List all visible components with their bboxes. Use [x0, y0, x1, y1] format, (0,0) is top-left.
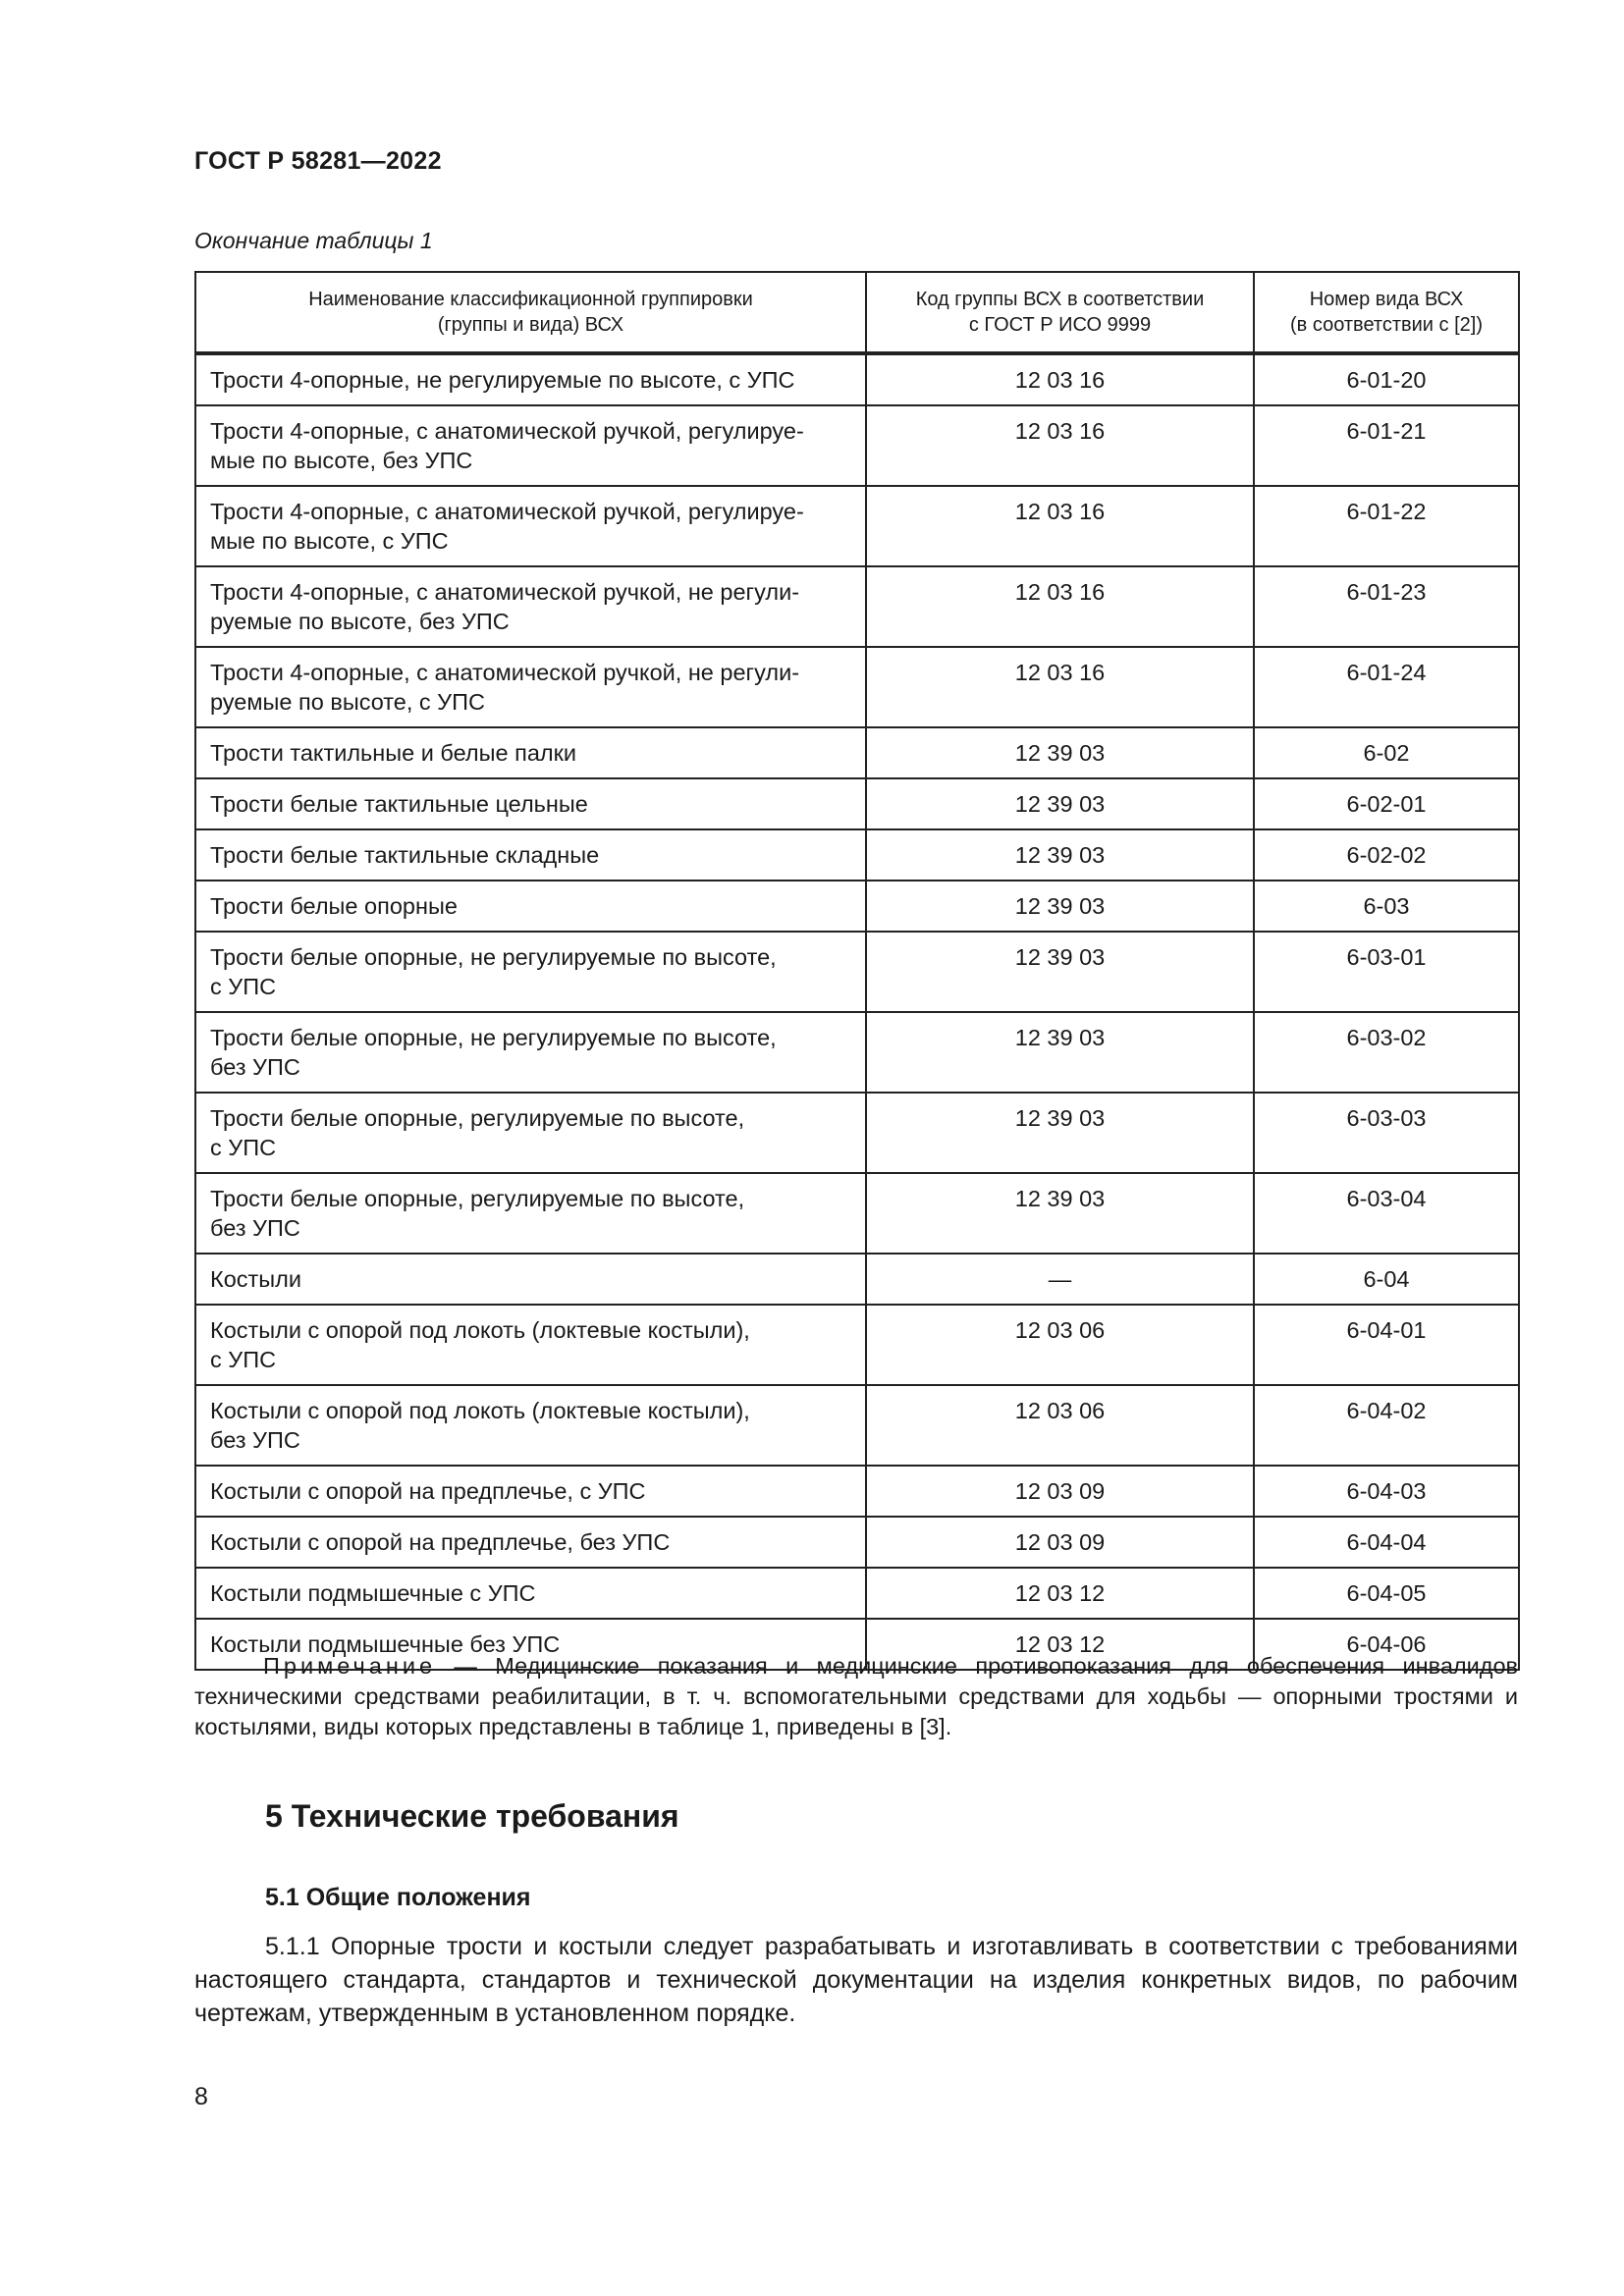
table-row	[195, 1385, 1519, 1466]
row-name-line2: с УПС	[210, 1347, 277, 1372]
column-header-name-line1: Наименование классификационной группировки	[308, 289, 753, 310]
row-kind-cell: 6-03	[1254, 881, 1519, 932]
row-name-line1: Трости белые тактильные складные	[210, 842, 600, 868]
row-name-cell	[195, 405, 866, 486]
table-row	[195, 1012, 1519, 1093]
row-kind-cell: 6-04-05	[1254, 1568, 1519, 1619]
table-row	[195, 727, 1519, 778]
row-name-line1: Костыли	[210, 1266, 302, 1292]
row-name-line1: Трости 4-опорные, с анатомической ручкой, регулируе-	[210, 418, 804, 444]
row-kind-cell: 6-04-06	[1254, 1619, 1519, 1670]
row-name-line1: Трости 4-опорные, не регулируемые по высоте, с УПС	[210, 367, 795, 393]
row-code-cell: 12 03 16	[866, 405, 1254, 486]
row-kind-cell: 6-01-23	[1254, 566, 1519, 647]
row-code-cell: 12 03 16	[866, 647, 1254, 727]
column-header-code-line1: Код группы ВСХ в соответствии	[915, 289, 1205, 310]
section-title: 5 Технические требования	[265, 1798, 679, 1834]
table-caption: Окончание таблицы 1	[194, 228, 433, 253]
row-code-cell: 12 03 16	[866, 486, 1254, 566]
table-note	[194, 1651, 1518, 1742]
row-name-line2: руемые по высоте, с УПС	[210, 689, 485, 715]
row-name-cell	[195, 1012, 866, 1093]
table-body	[195, 353, 1519, 1670]
row-code-cell: 12 39 03	[866, 727, 1254, 778]
row-name-cell	[195, 727, 866, 778]
row-kind-cell: 6-01-20	[1254, 353, 1519, 405]
row-name-line1: Костыли с опорой под локоть (локтевые костыли),	[210, 1398, 750, 1423]
column-header-kind-line2: (в соответствии с [2])	[1290, 314, 1483, 336]
table-row	[195, 1254, 1519, 1305]
row-name-line2: мые по высоте, с УПС	[210, 528, 449, 554]
row-name-cell	[195, 778, 866, 829]
note-text: — Медицинские показания и медицинские противопоказания для обеспечения инвалидов техническими средствами реабилитации, в т. ч. вспомогательными средствами для ходьбы — опорными тростями и костылями, виды которых представлены в таблице 1, приведены в [3].	[194, 1653, 1519, 1739]
row-name-line1: Трости тактильные и белые палки	[210, 740, 577, 766]
page-number: 8	[194, 2083, 208, 2110]
table-row	[195, 486, 1519, 566]
row-name-line1: Трости белые опорные, не регулируемые по высоте,	[210, 944, 777, 970]
row-name-line2: с УПС	[210, 1135, 277, 1160]
subsection-title: 5.1 Общие положения	[265, 1884, 531, 1911]
table-row	[195, 778, 1519, 829]
row-name-line1: Костыли подмышечные с УПС	[210, 1580, 536, 1606]
row-kind-cell: 6-01-24	[1254, 647, 1519, 727]
row-name-line1: Трости белые тактильные цельные	[210, 791, 588, 817]
row-name-cell	[195, 881, 866, 932]
row-name-cell	[195, 1385, 866, 1466]
row-code-cell: 12 03 06	[866, 1305, 1254, 1385]
row-name-line1: Трости 4-опорные, с анатомической ручкой, не регули-	[210, 579, 800, 605]
row-name-cell	[195, 353, 866, 405]
row-kind-cell: 6-03-03	[1254, 1093, 1519, 1173]
table-row	[195, 932, 1519, 1012]
row-name-cell	[195, 1173, 866, 1254]
row-name-line2: с УПС	[210, 974, 277, 999]
table-row	[195, 647, 1519, 727]
row-name-cell	[195, 932, 866, 1012]
row-kind-cell: 6-04	[1254, 1254, 1519, 1305]
row-name-line1: Трости белые опорные	[210, 893, 458, 919]
classification-table	[194, 271, 1520, 1671]
row-name-cell	[195, 647, 866, 727]
row-code-cell: 12 39 03	[866, 881, 1254, 932]
row-name-cell	[195, 1254, 866, 1305]
row-name-line1: Трости 4-опорные, с анатомической ручкой, не регули-	[210, 660, 800, 685]
column-header-code-line2: с ГОСТ Р ИСО 9999	[968, 314, 1152, 336]
column-header-kind-line1: Номер вида ВСХ	[1309, 289, 1464, 310]
row-name-line1: Костыли с опорой на предплечье, с УПС	[210, 1478, 646, 1504]
table-row	[195, 829, 1519, 881]
table-row	[195, 1305, 1519, 1385]
table-row	[195, 1517, 1519, 1568]
row-code-cell: 12 39 03	[866, 778, 1254, 829]
row-code-cell: 12 39 03	[866, 829, 1254, 881]
column-header-name-line2: (группы и вида) ВСХ	[437, 314, 624, 336]
row-code-cell: 12 39 03	[866, 1173, 1254, 1254]
row-name-line2: руемые по высоте, без УПС	[210, 609, 510, 634]
row-name-line1: Костыли с опорой на предплечье, без УПС	[210, 1529, 671, 1555]
row-kind-cell: 6-02-01	[1254, 778, 1519, 829]
row-name-line2: без УПС	[210, 1215, 300, 1241]
row-name-line1: Трости белые опорные, регулируемые по высоте,	[210, 1105, 745, 1131]
document-id: ГОСТ Р 58281—2022	[194, 147, 442, 175]
row-code-cell: 12 03 12	[866, 1568, 1254, 1619]
row-name-cell	[195, 566, 866, 647]
row-name-cell	[195, 486, 866, 566]
column-header-kind	[1254, 272, 1519, 353]
row-code-cell: —	[866, 1254, 1254, 1305]
row-kind-cell: 6-02	[1254, 727, 1519, 778]
row-name-cell	[195, 829, 866, 881]
row-code-cell: 12 03 09	[866, 1517, 1254, 1568]
table-row	[195, 881, 1519, 932]
note-label: Примечание	[263, 1653, 437, 1679]
row-kind-cell: 6-04-02	[1254, 1385, 1519, 1466]
row-kind-cell: 6-03-01	[1254, 932, 1519, 1012]
row-code-cell: 12 03 16	[866, 566, 1254, 647]
row-kind-cell: 6-02-02	[1254, 829, 1519, 881]
paragraph-5-1-1: 5.1.1 Опорные трости и костыли следует разрабатывать и изготавливать в соответствии с требованиями настоящего стандарта, стандартов и технической документации на изделия конкретных видов, по рабочим чертежам, утвержденным в установленном порядке.	[194, 1933, 1518, 2027]
table-header-row	[195, 272, 1519, 353]
column-header-name	[195, 272, 866, 353]
row-name-cell	[195, 1305, 866, 1385]
row-name-line1: Костыли с опорой под локоть (локтевые костыли),	[210, 1317, 750, 1343]
table-row	[195, 1173, 1519, 1254]
row-name-cell	[195, 1568, 866, 1619]
row-code-cell: 12 03 16	[866, 353, 1254, 405]
row-name-cell	[195, 1517, 866, 1568]
row-code-cell: 12 03 09	[866, 1466, 1254, 1517]
row-kind-cell: 6-01-21	[1254, 405, 1519, 486]
row-code-cell: 12 39 03	[866, 1093, 1254, 1173]
row-name-line1: Костыли подмышечные без УПС	[210, 1631, 561, 1657]
row-code-cell: 12 03 12	[866, 1619, 1254, 1670]
row-code-cell: 12 39 03	[866, 932, 1254, 1012]
row-kind-cell: 6-01-22	[1254, 486, 1519, 566]
row-name-line1: Трости белые опорные, не регулируемые по высоте,	[210, 1025, 777, 1050]
table-row	[195, 1093, 1519, 1173]
row-name-cell	[195, 1466, 866, 1517]
table-row	[195, 405, 1519, 486]
row-name-line1: Трости 4-опорные, с анатомической ручкой, регулируе-	[210, 499, 804, 524]
row-code-cell: 12 03 06	[866, 1385, 1254, 1466]
row-kind-cell: 6-04-04	[1254, 1517, 1519, 1568]
row-name-line2: мые по высоте, без УПС	[210, 448, 473, 473]
row-code-cell: 12 39 03	[866, 1012, 1254, 1093]
table-row	[195, 566, 1519, 647]
row-name-line2: без УПС	[210, 1427, 300, 1453]
row-kind-cell: 6-03-04	[1254, 1173, 1519, 1254]
table-row	[195, 1466, 1519, 1517]
row-name-cell	[195, 1093, 866, 1173]
row-kind-cell: 6-04-01	[1254, 1305, 1519, 1385]
table-row	[195, 353, 1519, 405]
row-name-line2: без УПС	[210, 1054, 300, 1080]
column-header-code	[866, 272, 1254, 353]
table-row	[195, 1568, 1519, 1619]
row-kind-cell: 6-04-03	[1254, 1466, 1519, 1517]
row-name-line1: Трости белые опорные, регулируемые по высоте,	[210, 1186, 745, 1211]
row-kind-cell: 6-03-02	[1254, 1012, 1519, 1093]
